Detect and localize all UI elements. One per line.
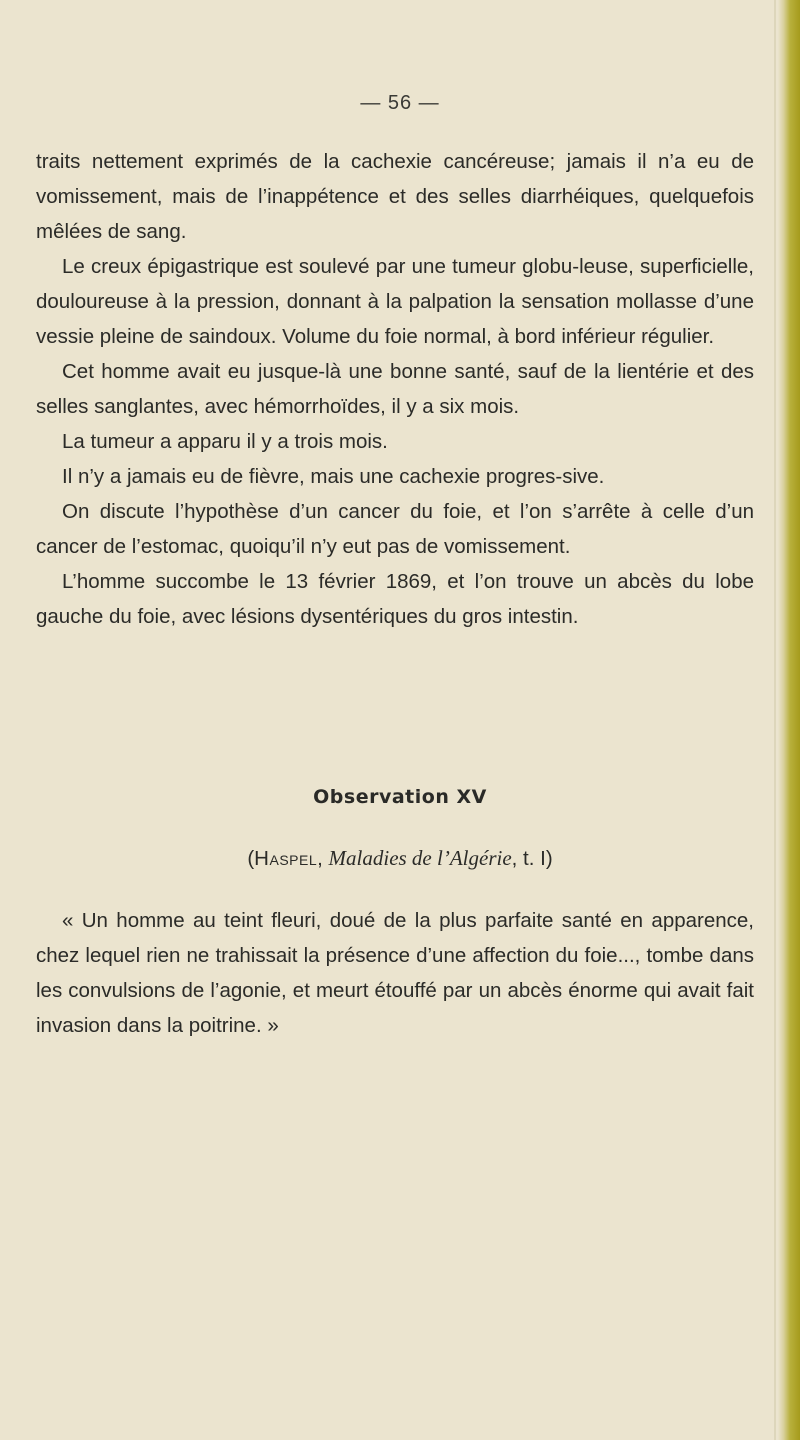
citation-rest: , t. I)	[511, 847, 553, 870]
paragraph-antecedents: Cet homme avait eu jusque-là une bonne santé, sauf de la lientérie et des selles sanglantes, avec hémorrhoïdes, il y a six mois.	[36, 360, 754, 418]
citation-author: Haspel	[254, 847, 318, 870]
paragraph-tumeur-description: Le creux épigastrique est soulevé par une tumeur globu-leuse, superficielle, douloureuse à la pression, donnant à la palpation la sensation mollasse d’une vessie pleine de saindoux. Volume du foie normal, à bord inférieur régulier.	[36, 255, 754, 348]
paragraph-continuation: traits nettement exprimés de la cachexie cancéreuse; jamais il n’a eu de vomissement, mais de l’inappétence et des selles diarrhéiques, quelquefois mêlées de sang.	[36, 150, 754, 243]
observation-heading: Observation XV	[313, 786, 487, 808]
citation-open: (	[247, 847, 255, 870]
paragraph-diagnostic: On discute l’hypothèse d’un cancer du foie, et l’on s’arrête à celle d’un cancer de l’estomac, quoiqu’il n’y eut pas de vomissement.	[36, 500, 754, 558]
citation-separator: ,	[317, 847, 329, 870]
page-number: — 56 —	[360, 92, 440, 114]
body-text	[36, 144, 754, 634]
page-edge-binding	[778, 0, 800, 1440]
paragraph-deces: L’homme succombe le 13 février 1869, et l’on trouve un abcès du lobe gauche du foie, avec lésions dysentériques du gros intestin.	[36, 570, 754, 628]
observation-citation	[0, 846, 800, 871]
observation-quote: « Un homme au teint fleuri, doué de la plus parfaite santé en apparence, chez lequel rien ne trahissait la présence d’une affection du foie..., tombe dans les convulsions de l’agonie, et meurt étouffé par un abcès énorme qui avait fait invasion dans la poitrine. »	[36, 909, 754, 1037]
paragraph-fievre: Il n’y a jamais eu de fièvre, mais une cachexie progres-sive.	[62, 465, 605, 488]
paragraph-apparition: La tumeur a apparu il y a trois mois.	[62, 430, 388, 453]
observation-quote-block	[36, 903, 754, 1043]
citation-work: Maladies de l’Algérie	[328, 846, 512, 870]
page-fold-line	[774, 0, 776, 1440]
